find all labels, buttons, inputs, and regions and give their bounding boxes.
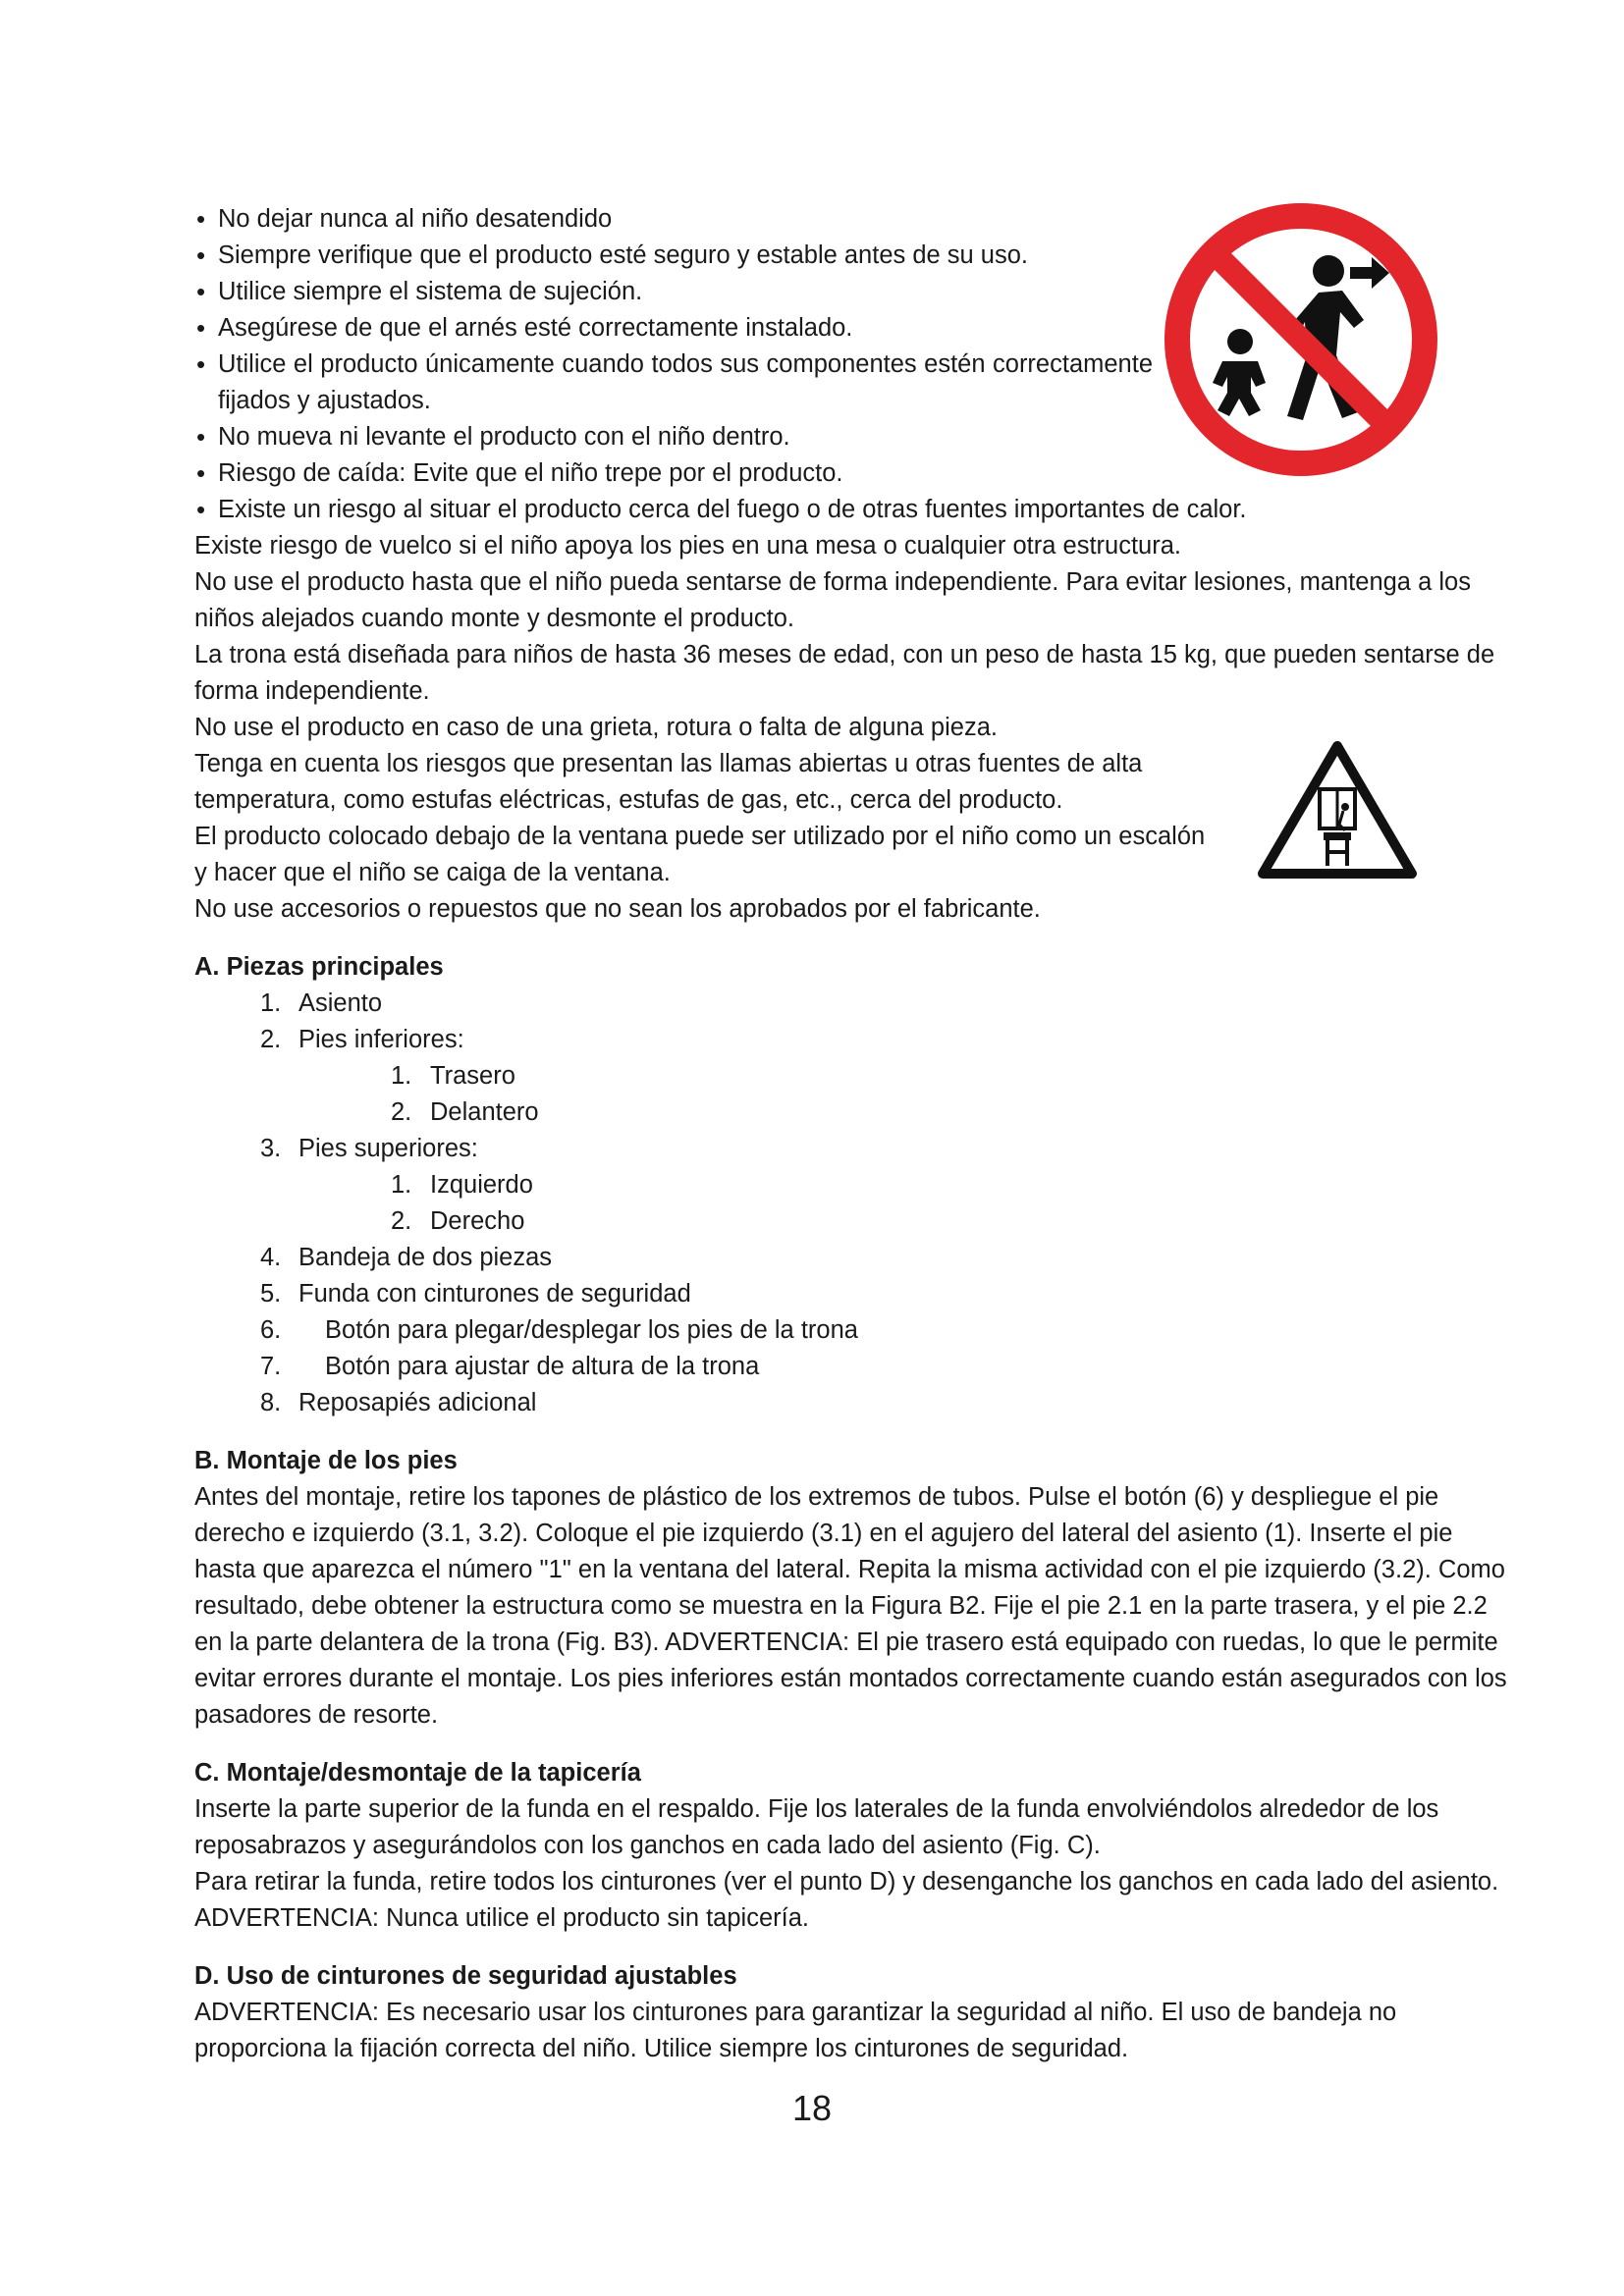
item-label: Reposapiés adicional — [298, 1389, 537, 1416]
list-subitem — [194, 1095, 1510, 1131]
item-number: 3. — [260, 1135, 282, 1162]
list-item — [194, 1276, 1510, 1312]
item-number: 2. — [260, 1026, 282, 1053]
safety-bullet: • No dejar nunca al niño desatendido — [194, 201, 1510, 238]
section-a-title: A. Piezas principales — [194, 953, 444, 981]
item-number: 7. — [260, 1353, 282, 1380]
item-label: Bandeja de dos piezas — [298, 1244, 553, 1271]
item-number: 2. — [391, 1098, 412, 1126]
safety-bullet: • Existe un riesgo al situar el producto cerca del fuego o de otras fuentes importantes de calor. — [194, 492, 1510, 528]
list-item — [194, 1022, 1510, 1058]
item-label: Trasero — [430, 1062, 515, 1090]
safety-paragraph: Tenga en cuenta los riesgos que presentan las llamas abiertas u otras fuentes de alta temperatura, como estufas eléctricas, estufas de gas, etc., cerca del producto. — [194, 750, 1143, 814]
section-b-title: B. Montaje de los pies — [194, 1447, 458, 1474]
list-item — [194, 1240, 1510, 1276]
item-label: Derecho — [430, 1207, 525, 1235]
safety-bullet: • Utilice siempre el sistema de sujeción. — [194, 274, 1510, 310]
item-label: Funda con cinturones de seguridad — [298, 1280, 691, 1308]
section-c-paragraph: Inserte la parte superior de la funda en el respaldo. Fije los laterales de la funda envolviéndolos alrededor de los reposabrazos y asegurándolos con los ganchos en cada lado del asiento (Fig. C). — [194, 1795, 1439, 1859]
item-number: 5. — [260, 1280, 282, 1308]
section-c-warning: ADVERTENCIA: Nunca utilice el producto sin tapicería. — [194, 1904, 809, 1932]
safety-bullet: • Asegúrese de que el arnés esté correctamente instalado. — [194, 310, 1510, 347]
item-number: 1. — [391, 1171, 412, 1199]
list-subitem — [194, 1058, 1510, 1095]
section-d-text: ADVERTENCIA: Es necesario usar los cinturones para garantizar la seguridad al niño. El uso de bandeja no proporciona la fijación correcta del niño. Utilice siempre los cinturones de seguridad. — [194, 1999, 1397, 2062]
safety-paragraph: Existe riesgo de vuelco si el niño apoya los pies en una mesa o cualquier otra estructura. — [194, 532, 1181, 560]
item-label: Izquierdo — [430, 1171, 533, 1199]
item-number: 1. — [391, 1062, 412, 1090]
safety-bullet-list — [194, 201, 1510, 528]
safety-bullet: • No mueva ni levante el producto con el niño dentro. — [194, 419, 1510, 455]
item-number: 6. — [260, 1316, 282, 1344]
section-c-title: C. Montaje/desmontaje de la tapicería — [194, 1759, 641, 1787]
list-item — [194, 1131, 1510, 1167]
item-label: Pies inferiores: — [298, 1026, 464, 1053]
item-label: Botón para ajustar de altura de la trona — [325, 1353, 760, 1380]
main-parts-list — [194, 986, 1510, 1421]
item-label: Botón para plegar/desplegar los pies de la trona — [325, 1316, 858, 1344]
safety-paragraph: No use accesorios o repuestos que no sean los aprobados por el fabricante. — [194, 895, 1041, 923]
item-number: 2. — [391, 1207, 412, 1235]
safety-bullet: • Utilice el producto únicamente cuando todos sus componentes estén correctamente fijados y ajustados. — [194, 347, 1153, 419]
item-number: 8. — [260, 1389, 282, 1416]
safety-paragraph: No use el producto hasta que el niño pueda sentarse de forma independiente. Para evitar lesiones, mantenga a los niños alejados cuando monte y desmonte el producto. — [194, 568, 1471, 632]
safety-bullet: • Siempre verifique que el producto esté seguro y estable antes de su uso. — [194, 238, 1510, 274]
list-item — [194, 1385, 1510, 1421]
list-item — [194, 1312, 1510, 1349]
safety-paragraph: No use el producto en caso de una grieta, rotura o falta de alguna pieza. — [194, 714, 998, 741]
item-label: Delantero — [430, 1098, 539, 1126]
list-item — [194, 1349, 1510, 1385]
list-subitem — [194, 1167, 1510, 1203]
item-number: 1. — [260, 989, 282, 1017]
list-item — [194, 986, 1510, 1022]
document-body — [194, 201, 1510, 2067]
item-label: Pies superiores: — [298, 1135, 478, 1162]
item-label: Asiento — [298, 989, 383, 1017]
section-c-paragraph: Para retirar la funda, retire todos los cinturones (ver el punto D) y desenganche los ganchos en cada lado del asiento. — [194, 1868, 1499, 1896]
safety-bullet: • Riesgo de caída: Evite que el niño trepe por el producto. — [194, 455, 1510, 492]
list-subitem — [194, 1203, 1510, 1240]
page-number: 18 — [791, 2088, 833, 2128]
safety-paragraph: La trona está diseñada para niños de hasta 36 meses de edad, con un peso de hasta 15 kg, que pueden sentarse de forma independiente. — [194, 641, 1495, 705]
section-d-title: D. Uso de cinturones de seguridad ajustables — [194, 1962, 737, 1990]
safety-paragraph: El producto colocado debajo de la ventana puede ser utilizado por el niño como un escalón y hacer que el niño se caiga de la ventana. — [194, 823, 1206, 886]
item-number: 4. — [260, 1244, 282, 1271]
section-b-text: Antes del montaje, retire los tapones de plástico de los extremos de tubos. Pulse el botón (6) y despliegue el pie derecho e izquierdo (3.1, 3.2). Coloque el pie izquierdo (3.1) en el agujero del lateral del asiento (1). Inserte el pie hasta que aparezca el número "1" en la ventana del lateral. Repita la misma actividad con el pie izquierdo (3.2). Como resultado, debe obtener la estructura como se muestra en la Figura B2. Fije el pie 2.1 en la parte trasera, y el pie 2.2 en la parte delantera de la trona (Fig. B3). ADVERTENCIA: El pie trasero está equipado con ruedas, lo que le permite evitar errores durante el montaje. Los pies inferiores están montados correctamente cuando están asegurados con los pasadores de resorte. — [194, 1483, 1507, 1729]
